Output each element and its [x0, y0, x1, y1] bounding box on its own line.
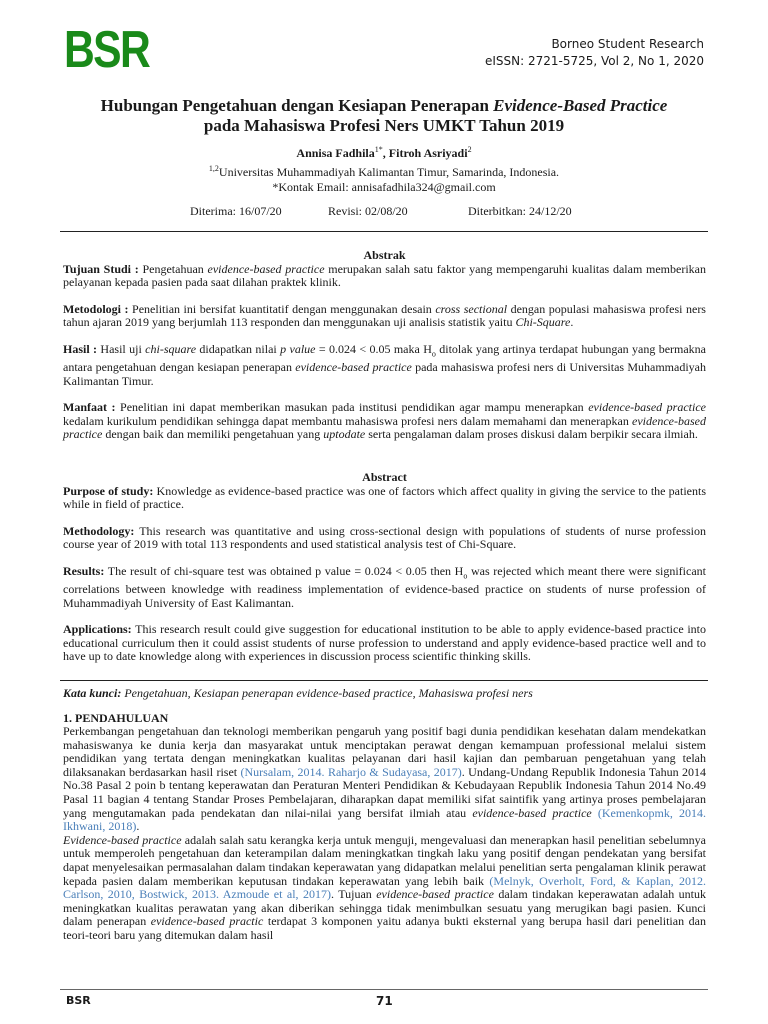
page-number: 71 — [376, 994, 393, 1008]
section-body — [63, 725, 706, 943]
contact-email: *Kontak Email: annisafadhila324@gmail.com — [272, 180, 496, 194]
journal-name: Borneo Student Research — [551, 37, 704, 51]
abstract-results: Results: The result of chi-square test was obtained p value = 0.024 < 0.05 then $H_o$ was rejected which meant there were significant correlations between knowledge with readiness implementation of evidence-based practice on students of nurse profession of Muhammadiyah University of East Kalimantan. — [63, 563, 706, 610]
abstrak-heading: Abstrak — [363, 248, 406, 262]
citation-link[interactable]: (Nursalam, 2014. Raharjo & Sudayasa, 2017) — [240, 764, 462, 779]
abstract-top-rule — [60, 231, 708, 232]
citation-link[interactable]: (Kemenkopmk, 2014. Ikhwani, 2018) — [63, 805, 707, 834]
abstract-section — [63, 471, 706, 664]
abstrak-section — [63, 249, 706, 442]
date-published: Diterbitkan: 24/12/20 — [468, 204, 572, 218]
paragraph-2: Evidence-based practice adalah salah satu kerangka kerja untuk menguji, mengevaluasi dan menerapkan hasil penelitian sebelumnya untuk memperoleh pengetahuan dan keterampilan dalam meningkatkan tingkah laku yang positif dengan pendekatan yang bersifat dapat menyelesaikan permasalahan dalam tindakan keperawatan yang didapatkan melalui penelitian serta pengalaman klinik perawat kepada pasien dalam memberikan keputusan tindakan keperawatan yang lebih baik (Melnyk, Overholt, Ford, & Kaplan, 2012. Carlson, 2010, Bostwick, 2013. Azmoude et al, 2017). Tujuan evidence-based practice dalam tindakan keperawatan adalah untuk meningkatkan kualitas perawatan yang akan diberikan sehingga tidak menimbulkan sesuatu yang merugikan bagi pasien. Kunci dalam penerapan evidence-based practic terdapat 3 komponen yaitu adanya bukti eksternal yang berupa hasil dari penelitian dan teori-teori baru yang ditemukan dalam hasil — [63, 832, 707, 942]
journal-issn: eISSN: 2721-5725, Vol 2, No 1, 2020 — [485, 54, 704, 68]
footer-rule — [60, 989, 708, 990]
keywords-rule — [60, 680, 708, 681]
date-received: Diterima: 16/07/20 — [190, 204, 282, 218]
abstrak-metodologi: Metodologi : Penelitian ini bersifat kuantitatif dengan menggunakan desain cross sectional dengan populasi mahasiswa profesi ners tahun ajaran 2019 yang berjumlah 113 responden dan menggunakan uji analisis statistik yaitu Chi-Square. — [63, 301, 706, 330]
citation-link[interactable]: (Melnyk, Overholt, Ford, & Kaplan, 2012. Carlson, 2010, Bostwick, 2013. Azmoude et al, 2017) — [63, 873, 707, 902]
title-italic: Evidence-Based Practice — [493, 96, 668, 115]
abstract-applications: Applications: This research result could give suggestion for educational institution to be able to apply evidence-based practice into educational curriculum then it could assist students of nurse profession to understand and apply evidence-based practice well and to have up to date knowledge along with experiences in discussion process scientific thinking skills. — [63, 622, 706, 664]
abstrak-tujuan: Tujuan Studi : Pengetahuan evidence-based practice merupakan salah satu faktor yang mempengaruhi kualitas dalam memberikan pelayanan kepada pasien pada saat dilahan praktek klinik. — [63, 261, 706, 290]
section-heading: 1. PENDAHULUAN — [63, 711, 169, 725]
footer-journal: BSR — [66, 994, 91, 1007]
abstract-heading: Abstract — [362, 470, 407, 484]
abstract-methodology: Methodology: This research was quantitative and using cross-sectional design with populations of students of nurse profession course year of 2019 with total 113 respondents and used statistical analysis test of Chi-Square. — [63, 523, 706, 552]
journal-info — [485, 36, 704, 70]
title-line1: Hubungan Pengetahuan dengan Kesiapan Penerapan — [100, 96, 494, 115]
author-block — [60, 142, 708, 195]
author-names: Annisa Fadhila$^{1*}$, Fitroh Asriyadi$^2$ — [296, 145, 472, 160]
title-line2: pada Mahasiswa Profesi Ners UMKT Tahun 2019 — [203, 116, 565, 135]
author-affiliation: $^{1,2}$Universitas Muhammadiyah Kalimantan Timur, Samarinda, Indonesia. — [208, 164, 560, 179]
abstrak-manfaat: Manfaat : Penelitian ini dapat memberikan masukan pada institusi pendidikan agar mampu menerapkan evidence-based practice kedalam kurikulum pendidikan sehingga dapat membantu mahasiswa profesi ners dalam memahami dan menerapkan evidence-based practice dengan baik dan memiliki pengetahuan yang uptodate serta pengalaman dalam proses diskusi dalam berpikir secara ilmiah. — [63, 400, 706, 442]
abstrak-hasil: Hasil : Hasil uji chi-square didapatkan nilai p value = 0.024 < 0.05 maka $H_o$ ditolak yang artinya terdapat hubungan yang bermakna antara pengetahuan dengan kesiapan penerapan evidence-based practice pada mahasiswa profesi ners di Universitas Muhammadiyah Kalimantan Timur. — [63, 341, 707, 388]
paragraph-1: Perkembangan pengetahuan dan teknologi memberikan pengaruh yang positif bagi dunia pendidikan kesehatan dalam mendekatkan mahasiswanya ke dunia kerja dan masyarakat untuk menciptakan perawat dengan kemampuan professional melalui sistem pendidikan yang tertata dengan meningkatkan kualitas pelayanan dari hasil kajian dan pembaruan pengetahuan yang telah dilaksanakan berdasarkan hasil riset (Nursalam, 2014. Raharjo & Sudayasa, 2017). Undang-Undang Republik Indonesia Tahun 2014 No.38 Pasal 2 poin b tentang keperawatan dan Peraturan Menteri Pendidikan & Kebudayaan Republik Indonesia Tahun 2014 No.49 Pasal 11 bagian 4 tentang Standar Proses Pembelajaran, diharapkan dapat memiliki sifat saintifik yang artinya proses pembelajaran yang mengutamakan pada pendekatan dan nilai-nilai yang bersifat ilmiah atau evidence-based practice (Kemenkopmk, 2014. Ikhwani, 2018). — [63, 724, 707, 834]
date-revised: Revisi: 02/08/20 — [328, 204, 408, 218]
paper-title — [60, 96, 708, 136]
keywords: Kata kunci: Pengetahuan, Kesiapan penerapan evidence-based practice, Mahasiswa profesi ners — [63, 686, 533, 700]
journal-logo: BSR — [64, 21, 150, 79]
abstract-purpose: Purpose of study: Knowledge as evidence-based practice was one of factors which affect quality in giving the service to the patients while in field of practice. — [63, 483, 706, 512]
